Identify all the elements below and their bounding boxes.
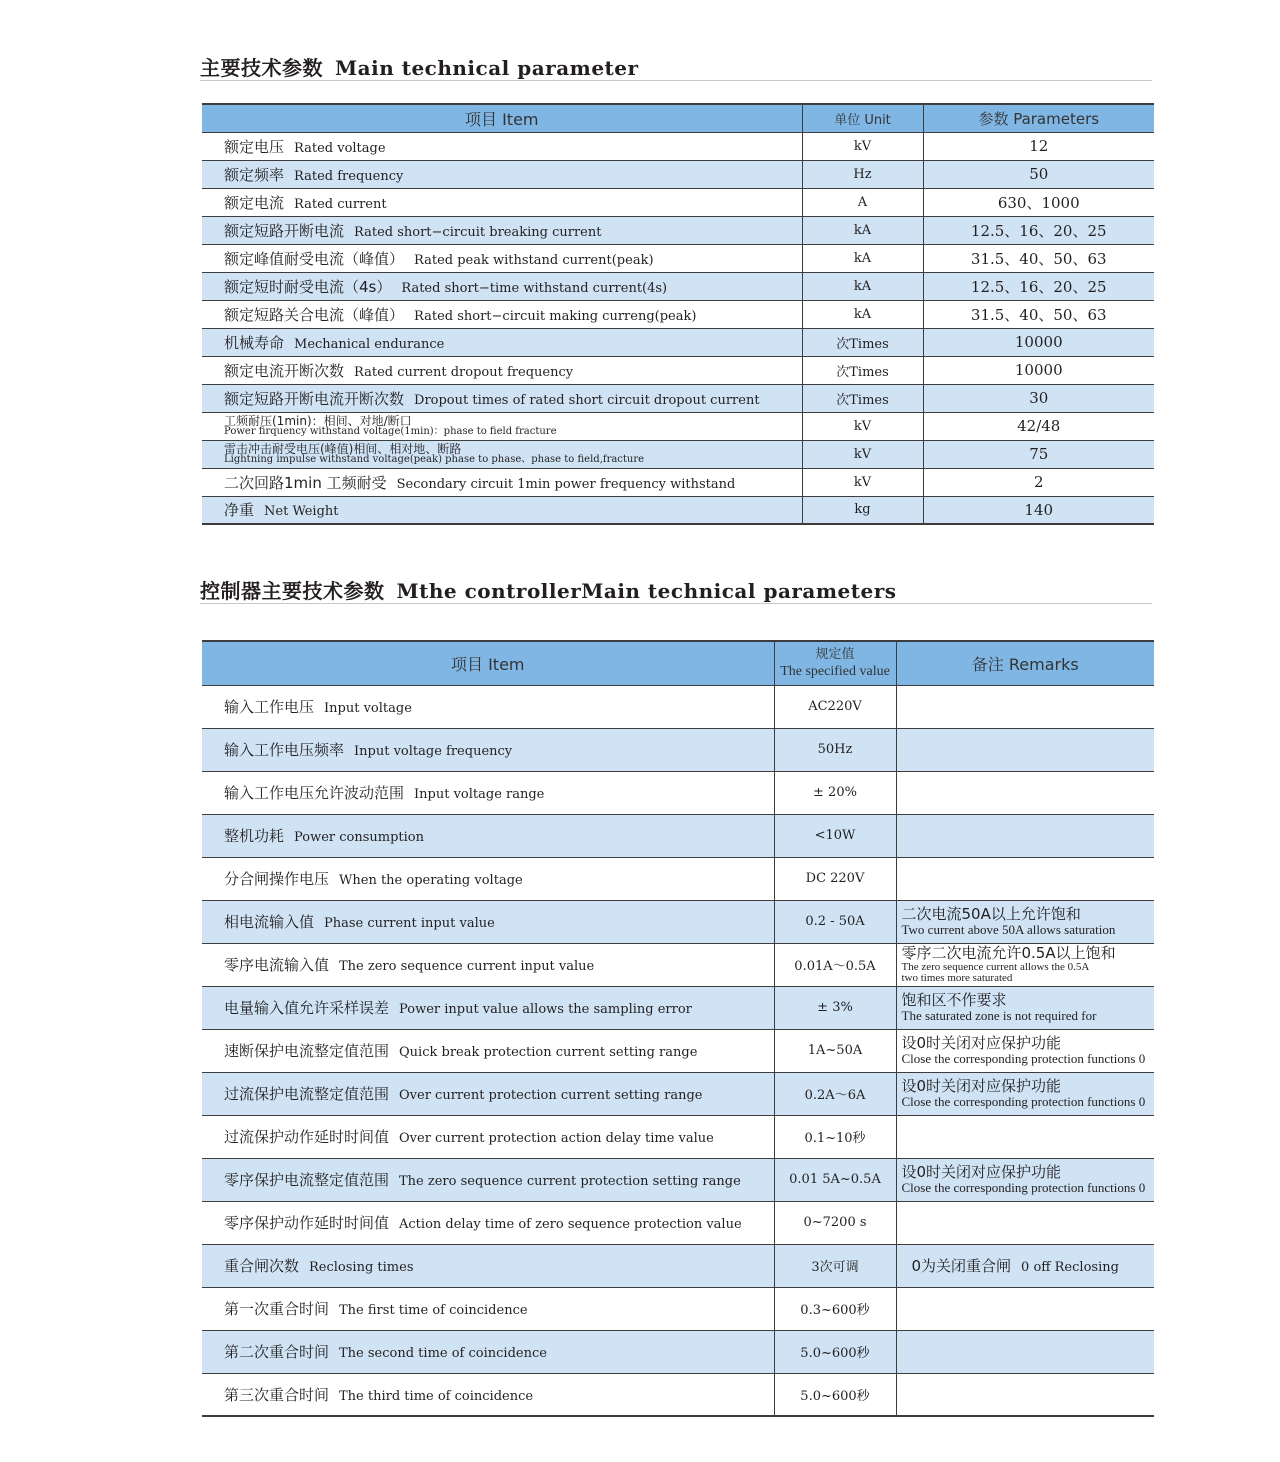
value-cell: 30 (923, 384, 1154, 412)
table-row (202, 1373, 1154, 1416)
section-divider (200, 80, 1152, 81)
remark-cell (896, 1287, 1154, 1330)
item-en: The zero sequence current input value (339, 959, 595, 974)
remark-cell (896, 1158, 1154, 1201)
unit-cell: 次Times (802, 356, 923, 384)
remark-cell (896, 814, 1154, 857)
item-en: The zero sequence current protection setting range (399, 1174, 741, 1189)
item-zh: 额定短路关合电流（峰值） (224, 305, 405, 324)
item-cell (202, 900, 774, 943)
table-row (202, 356, 1154, 384)
remark-en: The zero sequence current allows the 0.5A (901, 961, 1090, 973)
value-cell: 50 (923, 160, 1154, 188)
item-zh: 额定峰值耐受电流（峰值） (224, 249, 405, 268)
remark-cell (896, 1373, 1154, 1416)
item-en: Rated short−circuit breaking current (354, 224, 602, 240)
header-item: 项目 Item (202, 641, 774, 685)
value-cell: AC220V (774, 685, 896, 728)
section-title-main-parameters (200, 52, 639, 81)
table-row (202, 160, 1154, 188)
item-zh: 零序保护电流整定值范围 (224, 1171, 390, 1189)
item-en: The third time of coincidence (339, 1388, 534, 1404)
item-cell (202, 943, 774, 986)
item-cell (202, 328, 802, 356)
item-cell (202, 300, 802, 328)
value-cell: 0.2 - 50A (774, 900, 896, 943)
remark-en: Two current above 50A allows saturation (901, 922, 1116, 937)
remark-cell (896, 685, 1154, 728)
remark-en: The saturated zone is not required for (901, 1008, 1097, 1023)
value-cell: 0.01A～0.5A (774, 943, 896, 986)
section-title-zh: 控制器主要技术参数 (200, 579, 385, 603)
remark-en: 0 off Reclosing (1021, 1260, 1119, 1275)
section-divider (200, 603, 1152, 604)
unit-cell: kV (802, 468, 923, 496)
value-cell: ± 3% (774, 986, 896, 1029)
item-zh: 电量输入值允许采样误差 (224, 999, 390, 1017)
item-en: Action delay time of zero sequence protection value (399, 1217, 742, 1232)
item-cell (202, 1072, 774, 1115)
table-row (202, 900, 1154, 943)
item-zh: 额定短路开断电流 (224, 221, 345, 240)
remark-en-2: two times more saturated (901, 972, 1013, 984)
header-item: 项目 Item (202, 104, 802, 132)
item-en: When the operating voltage (339, 873, 523, 888)
remark-zh: 零序二次电流允许0.5A以上饱和 (901, 944, 1116, 962)
item-zh: 机械寿命 (224, 333, 285, 352)
item-zh: 额定短时耐受电流（4s） (224, 277, 392, 296)
value-cell: 75 (923, 440, 1154, 468)
unit-cell: 次Times (802, 384, 923, 412)
item-en: Rated current (294, 196, 387, 212)
item-zh: 零序保护动作延时时间值 (224, 1214, 390, 1232)
remark-cell (896, 1029, 1154, 1072)
remark-zh: 设0时关闭对应保护功能 (901, 1034, 1062, 1052)
unit-cell: kA (802, 244, 923, 272)
item-cell (202, 272, 802, 300)
table-row (202, 1072, 1154, 1115)
item-zh: 相电流输入值 (224, 913, 315, 931)
item-zh: 第一次重合时间 (224, 1300, 330, 1318)
unit-cell: kA (802, 300, 923, 328)
remark-cell (896, 1115, 1154, 1158)
value-cell: 10000 (923, 356, 1154, 384)
remark-cell (896, 728, 1154, 771)
remark-cell (896, 857, 1154, 900)
item-en: Input voltage frequency (354, 744, 513, 759)
value-cell: 5.0~600秒 (774, 1330, 896, 1373)
item-cell (202, 188, 802, 216)
value-cell: 1A~50A (774, 1029, 896, 1072)
item-zh: 二次回路1min 工频耐受 (224, 473, 387, 492)
table-row (202, 1287, 1154, 1330)
controller-parameters-table (202, 640, 1154, 1417)
table-row (202, 1115, 1154, 1158)
item-en: Power consumption (294, 830, 424, 845)
unit-cell: kV (802, 412, 923, 440)
remark-zh: 0为关闭重合闸 (911, 1257, 1012, 1275)
value-cell: 5.0~600秒 (774, 1373, 896, 1416)
item-cell (202, 1373, 774, 1416)
unit-cell: kA (802, 272, 923, 300)
table-row (202, 685, 1154, 728)
value-cell: 0.2A～6A (774, 1072, 896, 1115)
table-row (202, 272, 1154, 300)
item-en: Rated short−circuit making curreng(peak) (414, 308, 697, 324)
remark-en: Close the corresponding protection functions 0 (901, 1094, 1146, 1109)
remark-cell (896, 1072, 1154, 1115)
table-row (202, 216, 1154, 244)
table-row (202, 1330, 1154, 1373)
item-en: Over current protection action delay time value (399, 1131, 714, 1146)
value-cell: <10W (774, 814, 896, 857)
table-header-row (202, 641, 1154, 685)
value-cell: 0.1~10秒 (774, 1115, 896, 1158)
item-cell (202, 1029, 774, 1072)
remark-en: Close the corresponding protection functions 0 (901, 1180, 1146, 1195)
remark-cell (896, 1201, 1154, 1244)
item-zh: 输入工作电压允许波动范围 (224, 784, 405, 802)
item-cell (202, 468, 802, 496)
item-cell (202, 986, 774, 1029)
item-en: Mechanical endurance (294, 336, 445, 352)
item-en: Power input value allows the sampling error (399, 1002, 692, 1017)
item-en: Rated short−time withstand current(4s) (401, 280, 668, 296)
item-en: Rated current dropout frequency (354, 364, 574, 380)
item-en: Quick break protection current setting range (399, 1045, 698, 1060)
remark-cell (896, 1244, 1154, 1287)
item-zh: 雷击冲击耐受电压(峰值)相间、相对地、断路 (224, 442, 462, 456)
table-row (202, 188, 1154, 216)
header-specified-value (774, 641, 896, 685)
item-cell (202, 440, 802, 468)
unit-cell: kA (802, 216, 923, 244)
section-title-controller-parameters (200, 575, 897, 604)
table-header-row (202, 104, 1154, 132)
item-cell (202, 1244, 774, 1287)
item-cell (202, 1115, 774, 1158)
remark-zh: 设0时关闭对应保护功能 (901, 1077, 1062, 1095)
table-row (202, 771, 1154, 814)
item-cell (202, 412, 802, 440)
header-parameters: 参数 Parameters (923, 104, 1154, 132)
unit-cell: kg (802, 496, 923, 524)
value-cell: 0.3~600秒 (774, 1287, 896, 1330)
item-en: Lightning impulse withstand voltage(peak) phase to phase、phase to field,fracture (224, 454, 645, 465)
value-cell: 140 (923, 496, 1154, 524)
item-zh: 重合闸次数 (224, 1257, 300, 1275)
unit-cell: 次Times (802, 328, 923, 356)
remark-zh: 设0时关闭对应保护功能 (901, 1163, 1062, 1181)
item-cell (202, 384, 802, 412)
item-zh: 输入工作电压 (224, 698, 315, 716)
value-cell: ± 20% (774, 771, 896, 814)
remark-en: Close the corresponding protection functions 0 (901, 1051, 1146, 1066)
item-en: Input voltage (324, 701, 412, 716)
item-cell (202, 1330, 774, 1373)
value-cell: 12.5、16、20、25 (923, 216, 1154, 244)
value-cell: 31.5、40、50、63 (923, 300, 1154, 328)
remark-zh: 饱和区不作要求 (901, 991, 1007, 1009)
item-cell (202, 685, 774, 728)
item-zh: 额定电流开断次数 (224, 361, 345, 380)
item-zh: 净重 (224, 501, 255, 520)
item-en: Input voltage range (414, 787, 545, 802)
item-en: The first time of coincidence (339, 1303, 528, 1318)
table-row (202, 440, 1154, 468)
value-cell: 12.5、16、20、25 (923, 272, 1154, 300)
value-cell: 2 (923, 468, 1154, 496)
item-en: Rated frequency (294, 168, 404, 184)
value-cell: 0.01 5A~0.5A (774, 1158, 896, 1201)
main-parameters-table (202, 103, 1154, 525)
item-cell (202, 814, 774, 857)
value-cell: 12 (923, 132, 1154, 160)
item-zh: 第三次重合时间 (224, 1385, 330, 1404)
remark-cell (896, 900, 1154, 943)
item-en: Over current protection current setting range (399, 1088, 703, 1103)
table-row (202, 300, 1154, 328)
item-en: The second time of coincidence (339, 1346, 547, 1361)
table-row (202, 1244, 1154, 1287)
table-row (202, 384, 1154, 412)
item-en: Rated peak withstand current(peak) (414, 252, 654, 268)
header-spec-en: The specified value (780, 664, 890, 680)
item-cell (202, 244, 802, 272)
item-cell (202, 132, 802, 160)
table-row (202, 468, 1154, 496)
value-cell: DC 220V (774, 857, 896, 900)
item-zh: 额定电压 (224, 137, 285, 156)
table-row (202, 1029, 1154, 1072)
table-row (202, 986, 1154, 1029)
item-zh: 额定频率 (224, 165, 285, 184)
item-en: Dropout times of rated short circuit dropout current (414, 392, 760, 408)
item-cell (202, 728, 774, 771)
table-row (202, 857, 1154, 900)
item-cell (202, 1201, 774, 1244)
item-zh: 速断保护电流整定值范围 (224, 1042, 390, 1060)
value-cell: 31.5、40、50、63 (923, 244, 1154, 272)
value-cell: 3次可调 (774, 1244, 896, 1287)
item-zh: 输入工作电压频率 (224, 741, 345, 759)
remark-cell (896, 771, 1154, 814)
table-row (202, 496, 1154, 524)
table-row (202, 814, 1154, 857)
item-en: Power firquency withstand voltage(1min)：phase to field fracture (224, 426, 557, 437)
table-row (202, 728, 1154, 771)
value-cell: 0~7200 s (774, 1201, 896, 1244)
item-cell (202, 496, 802, 524)
table-row (202, 1158, 1154, 1201)
table-row (202, 412, 1154, 440)
item-zh: 整机功耗 (224, 827, 285, 845)
remark-zh: 二次电流50A以上允许饱和 (901, 905, 1081, 923)
unit-cell: kV (802, 132, 923, 160)
table-row (202, 1201, 1154, 1244)
value-cell: 10000 (923, 328, 1154, 356)
table-row (202, 943, 1154, 986)
value-cell: 630、1000 (923, 188, 1154, 216)
value-cell: 42/48 (923, 412, 1154, 440)
section-title-en: Main technical parameter (335, 56, 639, 80)
item-zh: 零序电流输入值 (224, 956, 330, 974)
item-zh: 过流保护电流整定值范围 (224, 1085, 390, 1103)
unit-cell: A (802, 188, 923, 216)
table-row (202, 244, 1154, 272)
item-cell (202, 216, 802, 244)
item-en: Rated voltage (294, 140, 386, 156)
remark-cell (896, 986, 1154, 1029)
item-zh: 额定电流 (224, 193, 285, 212)
item-zh: 第二次重合时间 (224, 1343, 330, 1361)
table-row (202, 132, 1154, 160)
remark-cell (896, 1330, 1154, 1373)
item-cell (202, 1287, 774, 1330)
header-spec-zh: 规定值 (815, 647, 855, 663)
item-zh: 过流保护动作延时时间值 (224, 1128, 390, 1146)
header-remarks: 备注 Remarks (896, 641, 1154, 685)
header-unit: 单位 Unit (802, 104, 923, 132)
section-title-en: Mthe controllerMain technical parameters (396, 579, 897, 603)
table-row (202, 328, 1154, 356)
value-cell: 50Hz (774, 728, 896, 771)
item-cell (202, 356, 802, 384)
unit-cell: Hz (802, 160, 923, 188)
item-zh: 工频耐压(1min)：相间、对地/断口 (224, 414, 412, 428)
item-en: Net Weight (264, 504, 339, 520)
remark-cell (896, 943, 1154, 986)
item-en: Secondary circuit 1min power frequency withstand (396, 476, 736, 492)
section-title-zh: 主要技术参数 (200, 56, 323, 80)
remark-inline (902, 1257, 1119, 1275)
item-cell (202, 1158, 774, 1201)
item-zh: 额定短路开断电流开断次数 (224, 389, 405, 408)
item-cell (202, 160, 802, 188)
item-zh: 分合闸操作电压 (224, 870, 330, 888)
item-en: Reclosing times (309, 1260, 414, 1275)
item-en: Phase current input value (324, 916, 495, 931)
item-cell (202, 857, 774, 900)
item-cell (202, 771, 774, 814)
unit-cell: kV (802, 440, 923, 468)
